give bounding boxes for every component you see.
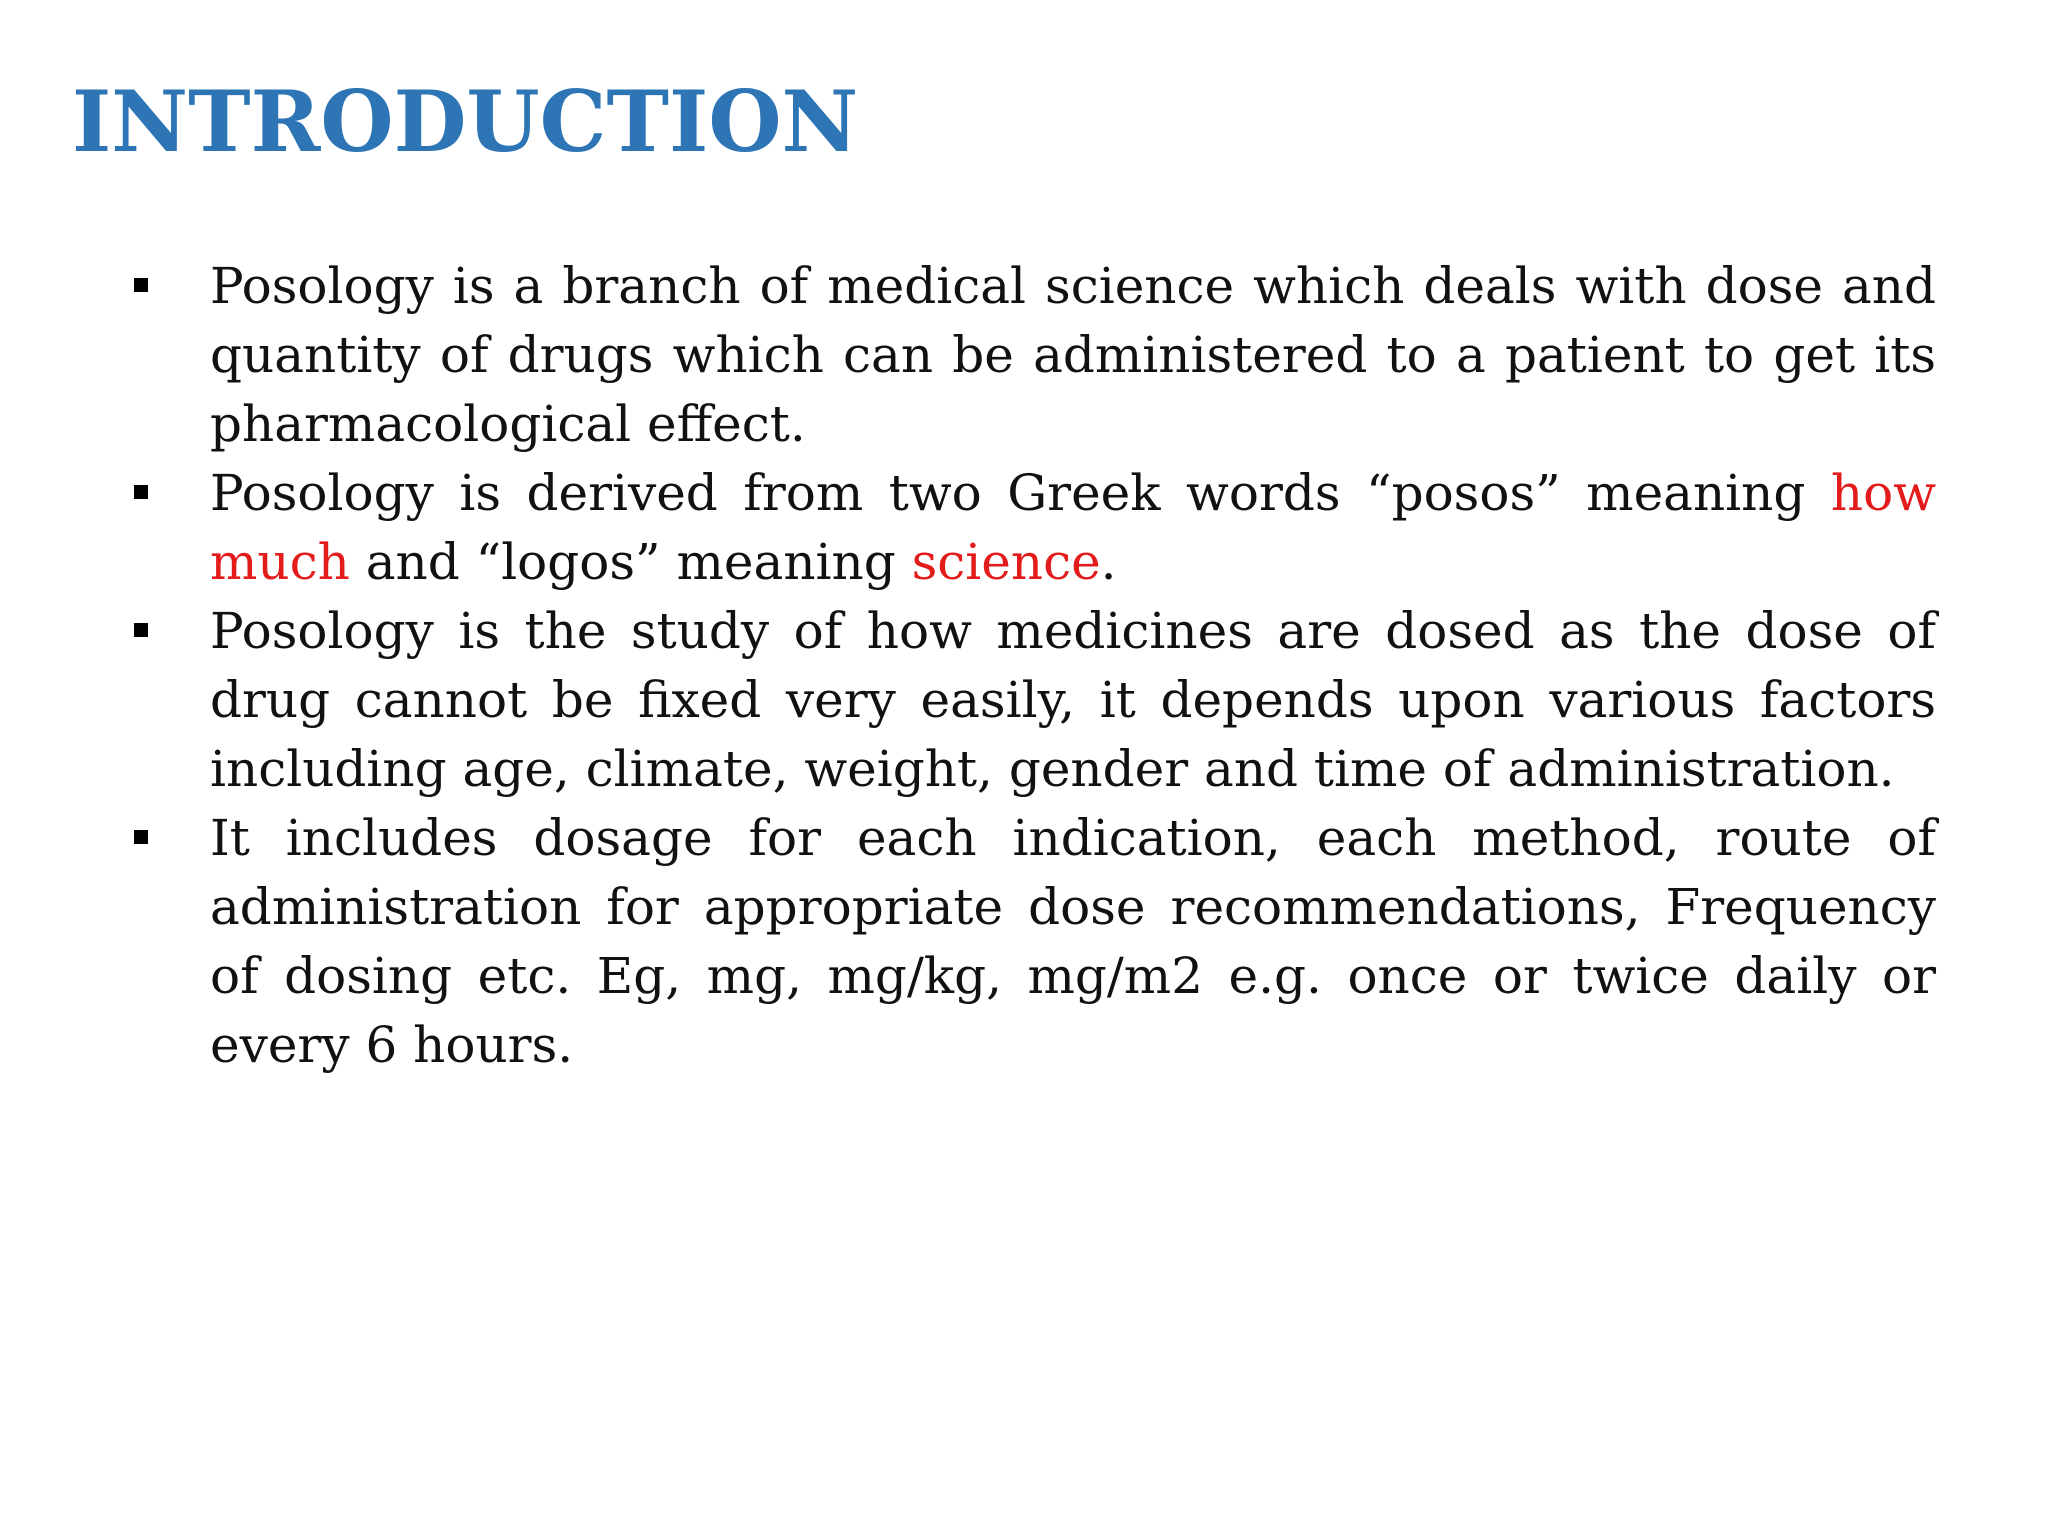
square-bullet-icon <box>134 278 148 292</box>
bullet-text: Posology is a branch of medical science which deals with dose and quantity of drugs which can be administered to a patient to get its pharmacological effect. <box>210 257 1936 453</box>
bullet-text-part: and “logos” meaning <box>349 533 912 591</box>
square-bullet-icon <box>134 485 148 499</box>
bullet-item-study <box>134 597 1936 804</box>
bullet-item-definition <box>134 252 1936 459</box>
bullet-item-dosage <box>134 804 1936 1080</box>
square-bullet-icon <box>134 623 148 637</box>
highlight-how-much: how much <box>210 464 1936 591</box>
square-bullet-icon <box>134 830 148 844</box>
highlight-science: science <box>911 533 1101 591</box>
bullet-text: It includes dosage for each indication, each method, route of administration for appropriate dose recommendations, Frequency of dosing etc. Eg, mg, mg/kg, mg/m2 e.g. once or twice daily or every 6 hours. <box>210 809 1936 1074</box>
bullet-text: Posology is the study of how medicines are dosed as the dose of drug cannot be fixed very easily, it depends upon various factors including age, climate, weight, gender and time of administration. <box>210 602 1936 798</box>
bullet-text-part: Posology is derived from two Greek words “posos” meaning <box>210 464 1831 522</box>
bullet-text-part: . <box>1100 533 1117 591</box>
bullet-list <box>134 252 1936 1080</box>
bullet-item-etymology <box>134 459 1936 597</box>
slide-title: INTRODUCTION <box>72 72 859 171</box>
